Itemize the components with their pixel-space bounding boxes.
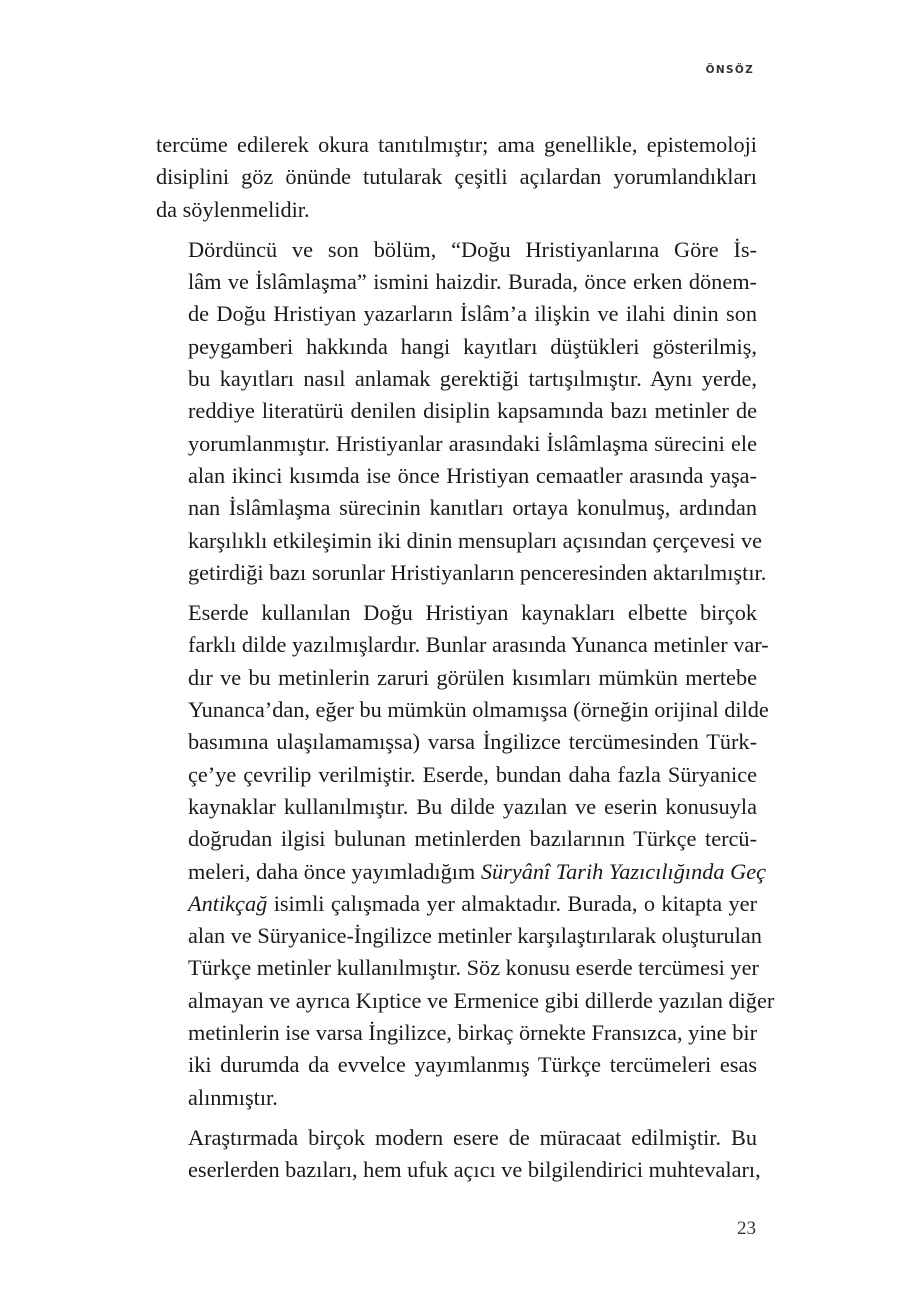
text-line: bu kayıtları nasıl anlamak gerektiği tartışılmıştır. Aynı yerde,: [188, 366, 757, 392]
text-segment: isimli çalışmada yer almaktadır. Burada, o kitapta yer: [273, 890, 758, 916]
text-line: doğrudan ilgisi bulunan metinlerden bazılarının Türkçe tercü-: [188, 826, 757, 852]
text-line: Dördüncü ve son bölüm, “Doğu Hristiyanlarına Göre İs-: [188, 236, 757, 262]
text-line: karşılıklı etkileşimin iki dinin mensupları açısından çerçevesi ve: [188, 527, 762, 553]
text-segment: meleri, daha önce yayımladığım: [188, 858, 481, 884]
text-line: eserlerden bazıları, hem ufuk açıcı ve bilgilendirici muhtevaları,: [188, 1157, 761, 1183]
text-line: peygamberi hakkında hangi kayıtları düştükleri gösterilmiş,: [188, 333, 757, 359]
text-line: Yunanca’dan, eğer bu mümkün olmamışsa (örneğin orijinal dilde: [188, 697, 769, 723]
text-line: dır ve bu metinlerin zaruri görülen kısımları mümkün mertebe: [188, 664, 757, 690]
paragraph-4: [156, 1122, 761, 1187]
text-line: alan ve Süryanice-İngilizce metinler karşılaştırılarak oluşturulan: [188, 923, 762, 949]
text-line: alınmıştır.: [188, 1084, 278, 1110]
text-line: basımına ulaşılamamışsa) varsa İngilizce tercümesinden Türk-: [188, 729, 757, 755]
text-line: tercüme edilerek okura tanıtılmıştır; ama genellikle, epistemoloji: [156, 132, 757, 157]
text-line: almayan ve ayrıca Kıptice ve Ermenice gibi dillerde yazılan diğer: [188, 987, 775, 1013]
text-line: iki durumda da evvelce yayımlanmış Türkçe tercümeleri esas: [188, 1052, 757, 1078]
running-head: ÖNSÖZ: [705, 64, 754, 76]
paragraph-1: [156, 129, 757, 226]
text-line: yorumlanmıştır. Hristiyanlar arasındaki İslâmlaşma sürecini ele: [188, 430, 757, 456]
text-line: da söylenmelidir.: [156, 196, 310, 222]
text-line: lâm ve İslâmlaşma” ismini haizdir. Burada, önce erken dönem-: [188, 269, 757, 295]
text-line: Eserde kullanılan Doğu Hristiyan kaynakları elbette birçok: [188, 600, 757, 626]
text-line: nan İslâmlaşma sürecinin kanıtları ortaya konulmuş, ardından: [188, 495, 757, 521]
text-line: disiplini göz önünde tutularak çeşitli açılardan yorumlandıkları: [156, 164, 757, 190]
paragraph-3: [156, 597, 775, 1114]
text-line: [156, 856, 767, 888]
text-line: metinlerin ise varsa İngilizce, birkaç örnekte Fransızca, yine bir: [188, 1020, 757, 1046]
text-line: de Doğu Hristiyan yazarların İslâm’a ilişkin ve ilahi dinin son: [188, 301, 757, 327]
text-line: alan ikinci kısımda ise önce Hristiyan cemaatler arasında yaşa-: [188, 462, 757, 488]
text-line: getirdiği bazı sorunlar Hristiyanların penceresinden aktarılmıştır.: [188, 559, 767, 585]
book-title-italic: Süryânî Tarih Yazıcılığında Geç: [480, 858, 767, 884]
body-text: [156, 129, 775, 1195]
paragraph-2: [156, 234, 767, 589]
page-number: 23: [737, 1218, 756, 1239]
text-line: reddiye literatürü denilen disiplin kapsamında bazı metinler de: [188, 398, 757, 424]
text-line: Araştırmada birçok modern esere de müracaat edilmiştir. Bu: [188, 1124, 757, 1150]
book-title-italic: Antikçağ: [188, 890, 268, 916]
text-line: Türkçe metinler kullanılmıştır. Söz konusu eserde tercümesi yer: [188, 955, 759, 981]
text-line: kaynaklar kullanılmıştır. Bu dilde yazılan ve eserin konusuyla: [188, 793, 757, 819]
text-line: [156, 888, 757, 920]
text-line: çe’ye çevrilip verilmiştir. Eserde, bundan daha fazla Süryanice: [188, 761, 757, 787]
text-line: farklı dilde yazılmışlardır. Bunlar arasında Yunanca metinler var-: [188, 632, 769, 658]
